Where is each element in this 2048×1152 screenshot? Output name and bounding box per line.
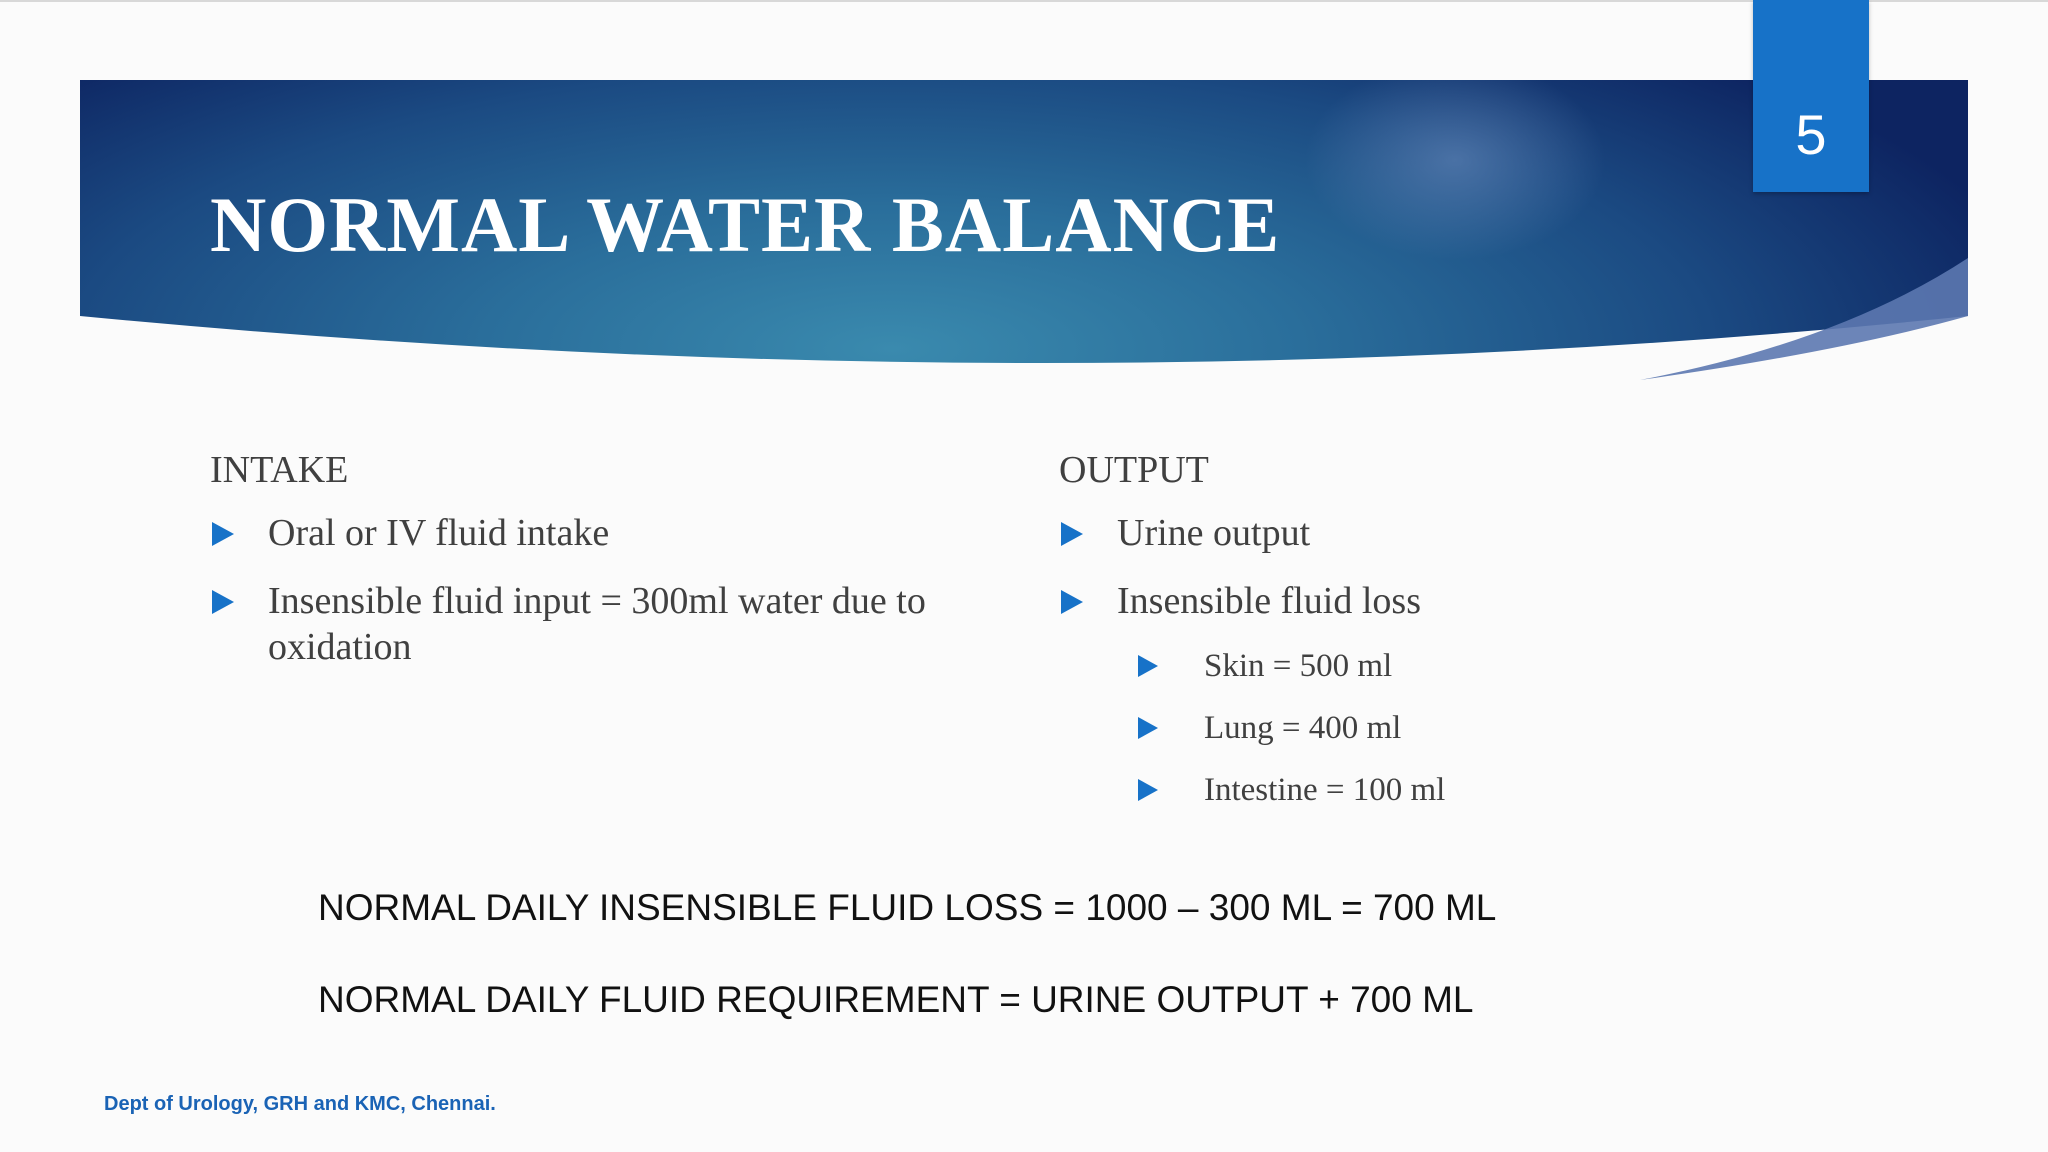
slide-title: NORMAL WATER BALANCE bbox=[210, 181, 1281, 268]
footer-department: Dept of Urology, GRH and KMC, Chennai. bbox=[104, 1093, 496, 1115]
triangle-right-icon bbox=[1061, 522, 1083, 546]
list-item bbox=[1059, 510, 1819, 556]
fluid-requirement-formula: NORMAL DAILY FLUID REQUIREMENT = URINE OUTPUT + 700 ML bbox=[318, 979, 1474, 1020]
triangle-right-icon bbox=[212, 522, 234, 546]
triangle-right-icon bbox=[1138, 717, 1158, 739]
sub-list-item-text: Lung = 400 ml bbox=[1204, 710, 1402, 746]
insensible-loss-sublist bbox=[1059, 646, 1819, 810]
list-item bbox=[1059, 578, 1819, 624]
triangle-right-icon bbox=[1138, 779, 1158, 801]
intake-list bbox=[210, 510, 990, 670]
triangle-right-icon bbox=[1138, 655, 1158, 677]
sub-list-item-text: Intestine = 100 ml bbox=[1204, 772, 1446, 808]
insensible-loss-formula: NORMAL DAILY INSENSIBLE FLUID LOSS = 1000 – 300 ML = 700 ML bbox=[318, 887, 1497, 928]
triangle-right-icon bbox=[1061, 590, 1083, 614]
intake-column bbox=[210, 448, 990, 692]
top-border bbox=[0, 0, 2048, 2]
output-heading: OUTPUT bbox=[1059, 449, 1209, 491]
sub-list-item bbox=[1138, 770, 1819, 810]
list-item bbox=[210, 510, 990, 556]
page-number: 5 bbox=[1795, 103, 1827, 166]
list-item bbox=[210, 578, 990, 670]
page-number-tab bbox=[1753, 0, 1869, 192]
sub-list-item bbox=[1138, 646, 1819, 686]
output-column bbox=[1059, 448, 1819, 832]
sub-list-item bbox=[1138, 708, 1819, 748]
list-item-text: Oral or IV fluid intake bbox=[268, 512, 610, 554]
list-item-text: Urine output bbox=[1117, 512, 1311, 554]
list-item-text: Insensible fluid input = 300ml water due to oxidation bbox=[268, 580, 926, 668]
sub-list-item-text: Skin = 500 ml bbox=[1204, 648, 1393, 684]
intake-heading: INTAKE bbox=[210, 449, 349, 491]
triangle-right-icon bbox=[212, 590, 234, 614]
list-item-text: Insensible fluid loss bbox=[1117, 580, 1421, 622]
output-list bbox=[1059, 510, 1819, 624]
